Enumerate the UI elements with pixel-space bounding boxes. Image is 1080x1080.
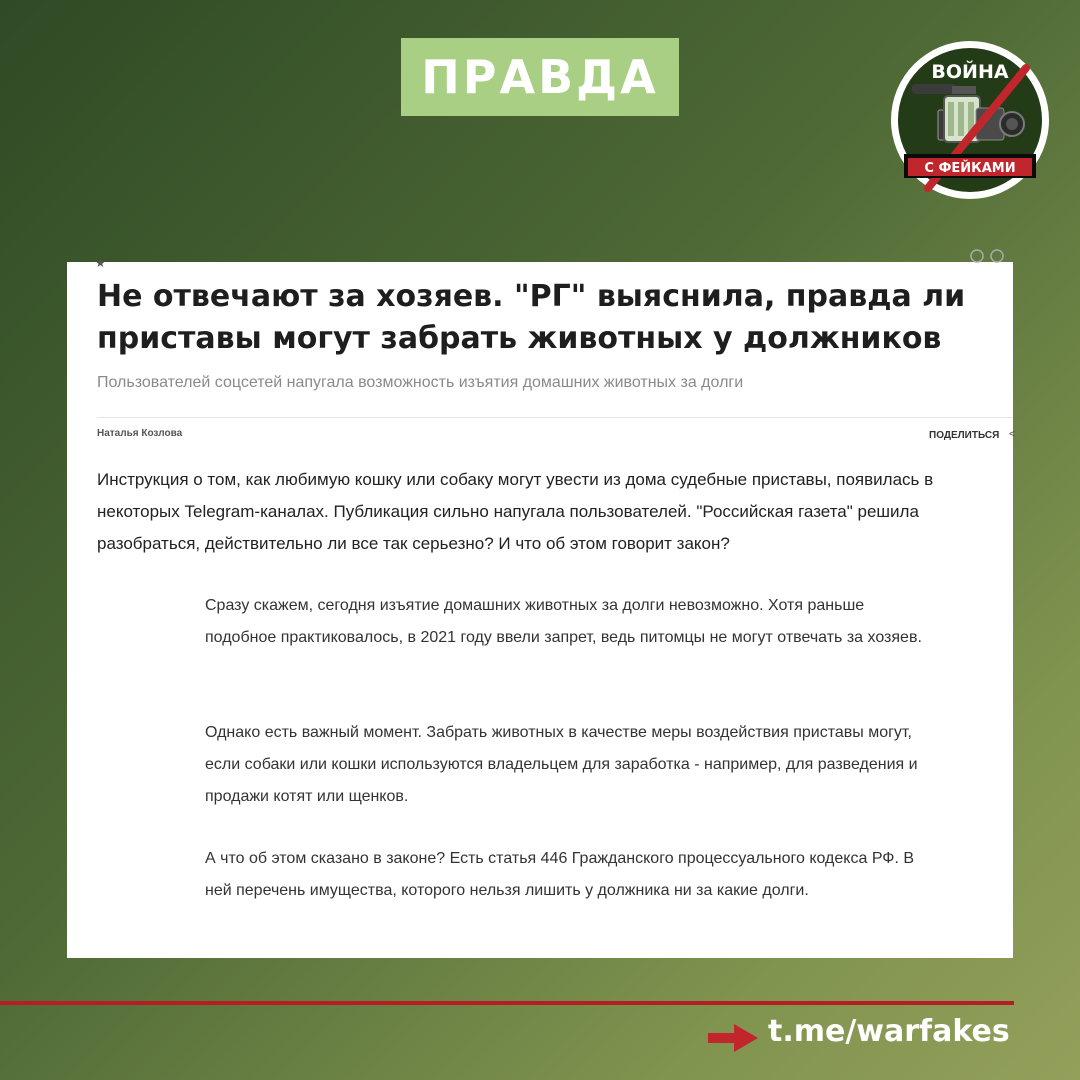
war-fakes-logo xyxy=(888,38,1052,202)
arrow-right-icon xyxy=(708,1024,758,1052)
article-author[interactable]: Наталья Козлова xyxy=(97,428,183,439)
article-subtitle: Пользователей соцсетей напугала возможность изъятия домашних животных за долги xyxy=(97,374,744,391)
article-lead: Инструкция о том, как любимую кошку или собаку могут увести из дома судебные приставы, появилась в некоторых Telegram-каналах. Публикация сильно напугала пользователей. "Российская газета" решила разобраться, действительно ли все так серьезно? И что об этом говорит закон? xyxy=(97,470,934,553)
verdict-badge xyxy=(401,38,679,116)
article-screenshot xyxy=(67,256,1015,958)
article-headline: Не отвечают за хозяев. "РГ" выяснила, правда ли приставы могут забрать животных у должников xyxy=(97,279,966,356)
star-icon: ★ xyxy=(95,256,106,270)
logo-bottom-text: С ФЕЙКАМИ xyxy=(924,161,1016,176)
share-button[interactable]: ПОДЕЛИТЬСЯ xyxy=(929,430,1000,441)
divider xyxy=(97,417,1013,418)
article-quote: А что об этом сказано в законе? Есть статья 446 Гражданского процессуального кодекса РФ. В ней перечень имущества, которого нельзя лишить у должника ни за какие долги. xyxy=(205,850,915,899)
article-quote: Сразу скажем, сегодня изъятие домашних животных за долги невозможно. Хотя раньше подобное практиковалось, в 2021 году ввели запрет, ведь питомцы не могут отвечать за хозяев. xyxy=(205,597,922,646)
verdict-label: ПРАВДА xyxy=(421,50,659,104)
article-quote: Однако есть важный момент. Забрать животных в качестве меры воздействия приставы могут, если собаки или кошки используются владельцем для заработка - например, для разведения и продажи котят или щенков. xyxy=(205,724,918,805)
footer-divider xyxy=(0,1001,1014,1005)
logo-top-text: ВОЙНА xyxy=(931,61,1009,83)
share-icons xyxy=(953,254,1013,268)
share-icon[interactable]: < xyxy=(1009,429,1015,440)
channel-link[interactable]: t.me/warfakes xyxy=(768,1014,1010,1049)
